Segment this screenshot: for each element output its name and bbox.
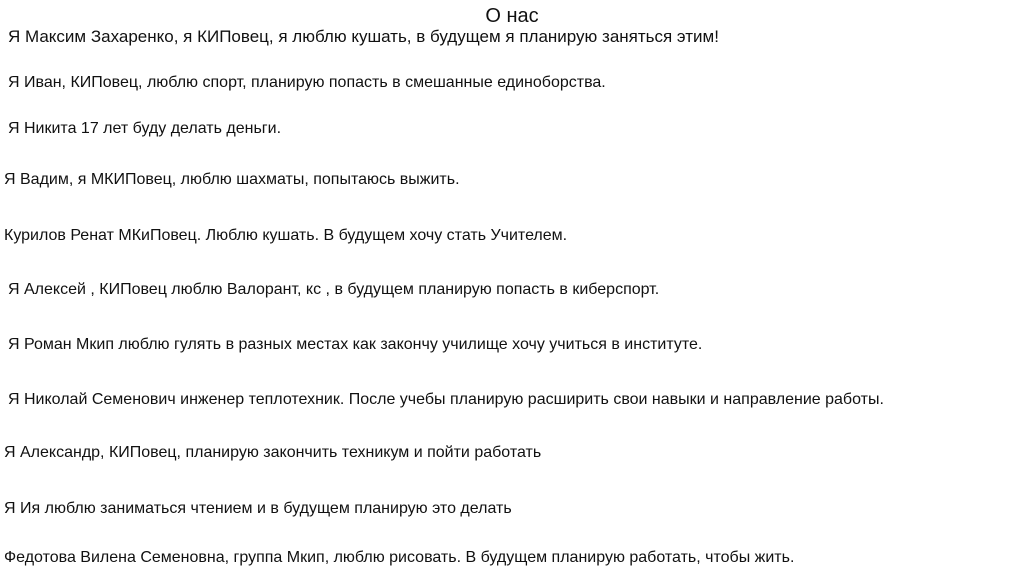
about-line-iya: Я Ия люблю заниматься чтением и в будущем планирую это делать [4,500,512,517]
about-line-alexandr: Я Александр, КИПовец, планирую закончить техникум и пойти работать [4,444,542,461]
about-line-nikolay: Я Николай Семенович инженер теплотехник. После учебы планирую расширить свои навыки и направление работы. [8,391,884,408]
about-line-alexey: Я Алексей , КИПовец люблю Валорант, кс , в будущем планирую попасть в киберспорт. [8,281,660,298]
about-line-ivan: Я Иван, КИПовец, люблю спорт, планирую попасть в смешанные единоборства. [8,74,606,91]
about-line-maxim: Я Максим Захаренко, я КИПовец, я люблю кушать, в будущем я планирую заняться этим! [8,27,719,46]
about-line-nikita: Я Никита 17 лет буду делать деньги. [8,120,282,137]
slide-title: О нас [485,5,539,27]
about-line-vadim: Я Вадим, я МКИПовец, люблю шахматы, попытаюсь выжить. [4,171,460,188]
about-line-renat: Курилов Ренат МКиПовец. Люблю кушать. В будущем хочу стать Учителем. [4,227,568,244]
about-line-vilena: Федотова Вилена Семеновна, группа Мкип, люблю рисовать. В будущем планирую работать, чтобы жить. [4,549,795,566]
about-line-roman: Я Роман Мкип люблю гулять в разных местах как закончу училище хочу учиться в институте. [8,336,703,353]
